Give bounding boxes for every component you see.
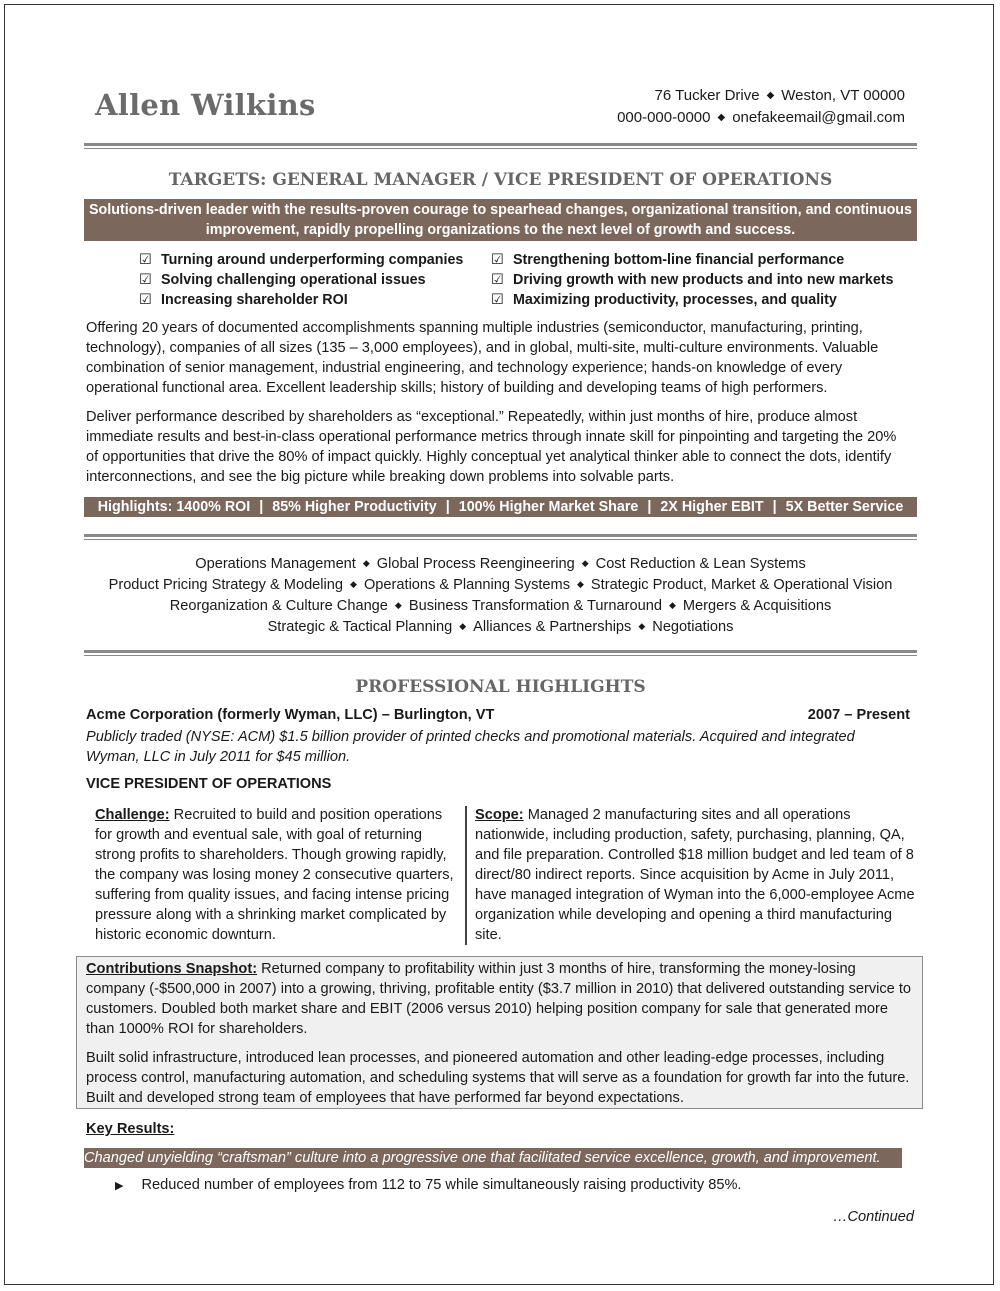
challenge-text: Recruited to build and position operations for growth and eventual sale, with goal of returning strong profits to shareholders. Though growing rapidly, the company was losing money 2 consecutive quarters, suffering from quality issues, and facing intense pricing pressure along with a shrinking market complicated by historic economic downturn.	[95, 807, 454, 943]
check-item: Increasing shareholder ROI	[161, 292, 348, 308]
challenge-label: Challenge:	[95, 807, 170, 823]
skill-item: Operations & Planning Systems	[363, 577, 570, 593]
skill-item: Alliances & Partnerships	[473, 619, 632, 635]
check-item: Solving challenging operational issues	[161, 272, 426, 288]
summary-banner	[84, 199, 917, 241]
diamond-bullet-icon: ◆	[459, 621, 467, 631]
summary-text: Offering 20 years of documented accomplishments spanning multiple industries (semiconductor, manufacturing, printing, technology), companies of all sizes (135 – 3,000 employees), and in global, multi-site, multi-culture environments. Valuable combination of senior management, industrial engineering, and technology experience; hands-on knowledge of every operational functional area. Excellent leadership skills; history of building and developing teams of high performers.	[86, 320, 879, 396]
job-title: VICE PRESIDENT OF OPERATIONS	[86, 776, 332, 792]
contact-block	[617, 86, 905, 130]
skill-item: Negotiations	[652, 619, 734, 635]
scope-block	[475, 805, 920, 945]
highlight-item: 100% Higher Market Share	[458, 499, 639, 515]
skill-item: Global Process Reengineering	[376, 556, 575, 572]
check-item: Strengthening bottom-line financial performance	[513, 252, 845, 268]
divider	[84, 650, 917, 656]
skill-item: Mergers & Acquisitions	[682, 598, 832, 614]
divider	[84, 143, 917, 149]
diamond-bullet-icon: ◆	[638, 621, 646, 631]
highlight-item: Highlights: 1400% ROI	[97, 499, 251, 515]
scope-label: Scope:	[475, 807, 524, 823]
checkbox-icon: ☑	[491, 252, 504, 268]
skill-item: Operations Management	[195, 556, 356, 572]
diamond-bullet-icon: ◆	[717, 112, 726, 123]
snapshot-label: Contributions Snapshot:	[86, 961, 258, 977]
summary-paragraph-2	[86, 407, 906, 487]
checkbox-icon: ☑	[139, 292, 152, 308]
checkbox-icon: ☑	[139, 272, 152, 288]
diamond-bullet-icon: ◆	[577, 579, 584, 589]
banner-line: Solutions-driven leader with the results-proven courage to spearhead changes, organizational transition, and continuous	[89, 202, 912, 218]
diamond-bullet-icon: ◆	[362, 558, 370, 568]
divider	[84, 534, 917, 540]
diamond-bullet-icon: ◆	[394, 600, 402, 610]
highlight-item: 85% Higher Productivity	[272, 499, 437, 515]
check-item: Maximizing productivity, processes, and quality	[513, 292, 837, 308]
section-title: PROFESSIONAL HIGHLIGHTS	[355, 677, 646, 697]
triangle-bullet-icon: ▶	[115, 1180, 124, 1192]
result-text: Reduced number of employees from 112 to 75 while simultaneously raising productivity 85%.	[141, 1177, 742, 1193]
core-competencies	[84, 554, 917, 638]
snapshot-text: Returned company to profitability within just 3 months of hire, transforming the money-losing company (-$500,000 in 2007) into a growing, thriving, profitable entity ($3.7 million in 2010) that delivered outstanding service to customers. Doubled both market share and EBIT (2006 versus 2010) helping position company for sale that generated more than 1000% ROI for shareholders.	[86, 961, 912, 1037]
checkbox-icon: ☑	[491, 272, 504, 288]
diamond-bullet-icon: ◆	[668, 600, 676, 610]
challenge-block	[95, 805, 460, 945]
summary-text: Deliver performance described by shareholders as “exceptional.” Repeatedly, within just months of hire, produce almost immediate results and best-in-class operational performance metrics through innate skill for pinpointing and targeting the 20% of opportunities that drive the 80% of impact quickly. Highly conceptual yet analytical thinker able to connect the dots, identify interconnections, and see the big picture while breaking down problems into solvable parts.	[86, 409, 897, 485]
company-description: Publicly traded (NYSE: ACM) $1.5 billion provider of printed checks and promotional materials. Acquired and integrated Wyman, LLC in July 2011 for $45 million.	[86, 729, 855, 765]
diamond-bullet-icon: ◆	[581, 558, 589, 568]
employment-dates: 2007 – Present	[807, 707, 910, 723]
candidate-name: Allen Wilkins	[95, 88, 316, 122]
skill-item: Business Transformation & Turnaround	[408, 598, 662, 614]
checklist-left	[139, 250, 463, 310]
summary-paragraph-1	[86, 318, 906, 398]
company-name: Acme Corporation (formerly Wyman, LLC) – Burlington, VT	[86, 707, 495, 723]
skill-item: Cost Reduction & Lean Systems	[595, 556, 806, 572]
skill-item: Product Pricing Strategy & Modeling	[108, 577, 344, 593]
contributions-snapshot-box	[76, 956, 923, 1109]
skill-item: Strategic & Tactical Planning	[267, 619, 453, 635]
snapshot-paragraph-2: Built solid infrastructure, introduced lean processes, and pioneered automation and other leading-edge processes, including process control, manufacturing automation, and scheduling systems that will serve as a foundation for growth far into the future. Built and developed strong team of employees that have performed far beyond expectations.	[86, 1050, 910, 1106]
phone: 000-000-0000	[617, 109, 711, 126]
skill-item: Reorganization & Culture Change	[169, 598, 388, 614]
diamond-bullet-icon: ◆	[766, 90, 775, 101]
check-item: Turning around underperforming companies	[161, 252, 464, 268]
banner-line: improvement, rapidly propelling organizations to the next level of growth and success.	[205, 222, 796, 238]
checkbox-icon: ☑	[139, 252, 152, 268]
key-results-label: Key Results:	[86, 1121, 175, 1137]
checklist-right	[491, 250, 894, 310]
scope-text: Managed 2 manufacturing sites and all operations nationwide, including production, safety, purchasing, planning, QA, and file preparation. Controlled $18 million budget and led team of 8 direct/80 indirect reports. Since acquisition by Acme in July 2011, have managed integration of Wyman into the 6,000-employee Acme organization while developing and opening a third manufacturing site.	[475, 807, 915, 943]
highlights-bar: Highlights: 1400% ROI | 85% Higher Productivity | 100% Higher Market Share | 2X Higher EBIT | 5X Better Service	[84, 497, 917, 517]
continued-note: …Continued	[832, 1209, 914, 1225]
highlight-item: 5X Better Service	[785, 499, 904, 515]
skill-item: Strategic Product, Market & Operational Vision	[590, 577, 893, 593]
column-divider	[465, 806, 467, 945]
key-result-banner: Changed unyielding “craftsman” culture into a progressive one that facilitated service excellence, growth, and improvement.	[84, 1148, 902, 1168]
diamond-bullet-icon: ◆	[350, 579, 357, 589]
check-item: Driving growth with new products and into new markets	[513, 272, 894, 288]
checkbox-icon: ☑	[491, 292, 504, 308]
email-link[interactable]: onefakeemail@gmail.com	[732, 109, 905, 126]
result-bullet-item	[115, 1175, 741, 1196]
city: Weston, VT 00000	[781, 87, 905, 104]
address: 76 Tucker Drive	[654, 87, 760, 104]
highlight-item: 2X Higher EBIT	[660, 499, 764, 515]
targets-title: TARGETS: GENERAL MANAGER / VICE PRESIDENT OF OPERATIONS	[168, 170, 833, 190]
